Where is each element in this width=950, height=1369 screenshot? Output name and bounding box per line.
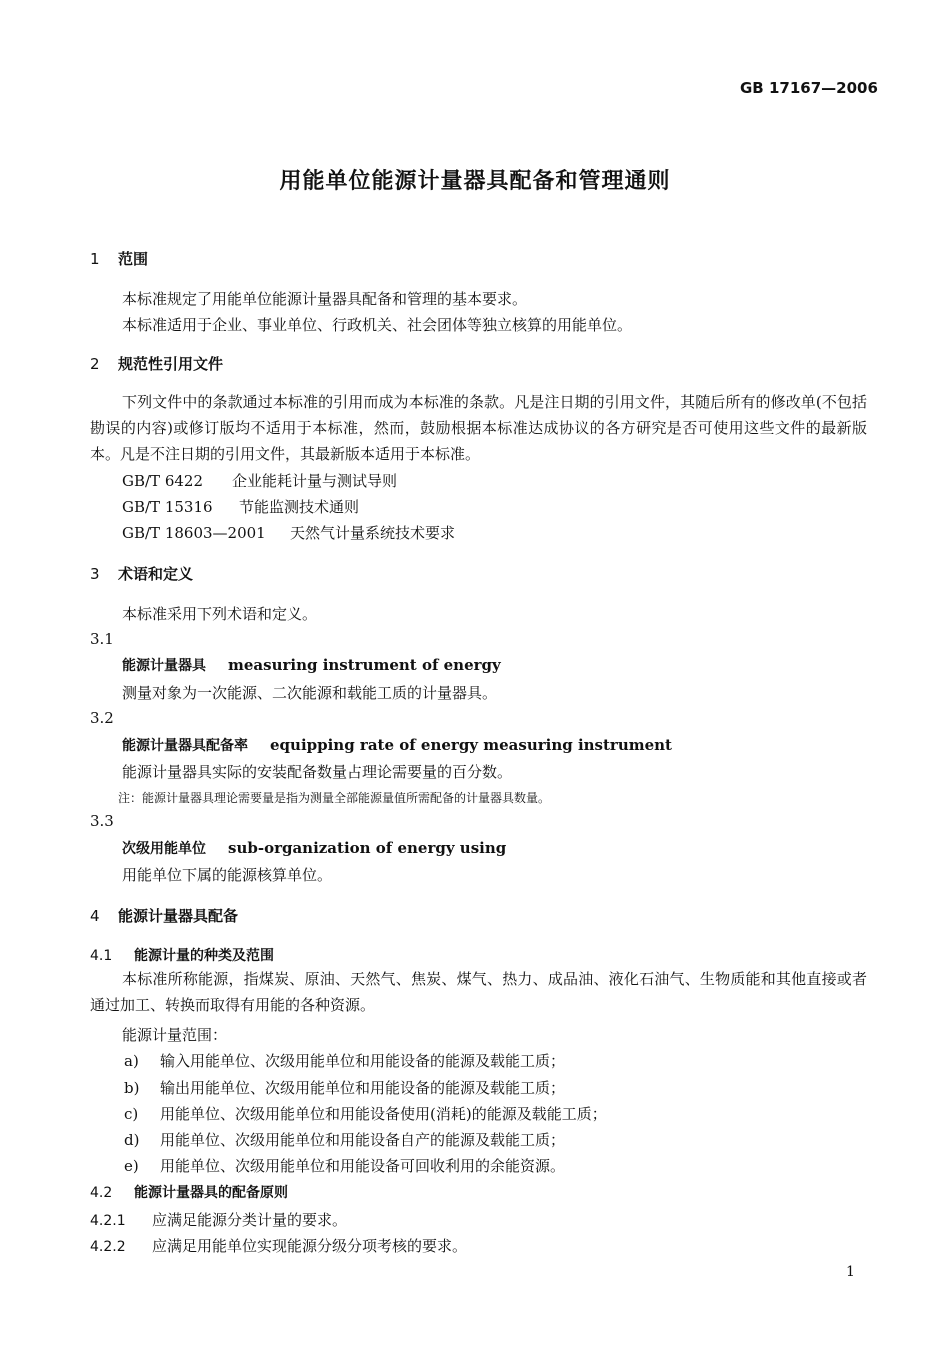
document-title: 用能单位能源计量器具配备和管理通则 [279, 169, 671, 194]
list-item-label: e) [124, 1157, 139, 1175]
section-number: 4 [90, 907, 100, 925]
term-cn: 能源计量器具配备率 [122, 738, 248, 754]
term-en: measuring instrument of energy [228, 656, 501, 674]
reference-code: GB/T 18603—2001 [122, 524, 266, 542]
section-3-heading [90, 563, 193, 584]
subsection-title: 能源计量器具的配备原则 [134, 1185, 288, 1201]
section-title: 能源计量器具配备 [118, 907, 239, 925]
standard-number: GB 17167—2006 [740, 79, 878, 97]
term-number: 3.1 [90, 630, 114, 648]
paragraph: 本标准规定了用能单位能源计量器具配备和管理的基本要求。 [122, 290, 528, 308]
reference-code: GB/T 15316 [122, 498, 213, 516]
term-entry [122, 655, 501, 675]
term-number: 3.3 [90, 812, 114, 830]
reference-item [122, 522, 455, 543]
subsection-4-1-heading [90, 945, 274, 965]
section-number: 3 [90, 565, 100, 583]
term-cn: 能源计量器具 [122, 658, 206, 674]
list-item-label: c) [124, 1105, 139, 1123]
section-1-heading [90, 248, 148, 269]
paragraph: 能源计量范围： [122, 1026, 228, 1044]
list-item-label: a) [124, 1052, 139, 1070]
list-item [124, 1129, 565, 1150]
reference-item [122, 470, 397, 491]
term-definition: 用能单位下属的能源核算单位。 [122, 866, 333, 884]
list-item-text: 用能单位、次级用能单位和用能设备可回收利用的余能资源。 [160, 1157, 566, 1175]
term-definition: 测量对象为一次能源、二次能源和载能工质的计量器具。 [122, 684, 498, 702]
subsection-number: 4.2 [90, 1185, 113, 1201]
section-title: 术语和定义 [118, 565, 194, 583]
term-definition: 能源计量器具实际的安装配备数量占理论需要量的百分数。 [122, 763, 513, 781]
term-cn: 次级用能单位 [122, 841, 206, 857]
section-number: 2 [90, 355, 100, 373]
section-title: 规范性引用文件 [118, 355, 224, 373]
reference-title: 天然气计量系统技术要求 [290, 524, 456, 542]
subsection-number: 4.1 [90, 948, 113, 964]
list-item-text: 输出用能单位、次级用能单位和用能设备的能源及载能工质； [160, 1079, 566, 1097]
paragraph: 本标准所称能源，指煤炭、原油、天然气、焦炭、煤气、热力、成品油、液化石油气、生物质能和其他直接或者通过加工、转换而取得有用能的各种资源。 [90, 970, 867, 1014]
paragraph: 本标准适用于企业、事业单位、行政机关、社会团体等独立核算的用能单位。 [122, 316, 633, 334]
clause-number: 4.2.2 [90, 1239, 126, 1255]
reference-code: GB/T 6422 [122, 472, 204, 490]
list-item-label: b) [124, 1079, 140, 1097]
list-item [124, 1077, 565, 1098]
term-number: 3.2 [90, 709, 114, 727]
list-item [124, 1155, 565, 1176]
list-item-text: 输入用能单位、次级用能单位和用能设备的能源及载能工质； [160, 1052, 566, 1070]
paragraph: 本标准采用下列术语和定义。 [122, 605, 318, 623]
list-item [124, 1050, 565, 1071]
section-number: 1 [90, 250, 100, 268]
list-item [124, 1103, 607, 1124]
term-en: equipping rate of energy measuring instrument [270, 736, 672, 754]
reference-item [122, 496, 359, 517]
reference-title: 企业能耗计量与测试导则 [232, 472, 398, 490]
clause-text: 应满足用能单位实现能源分级分项考核的要求。 [152, 1237, 468, 1255]
term-entry [122, 838, 506, 858]
section-2-heading [90, 353, 223, 374]
clause-number: 4.2.1 [90, 1213, 126, 1229]
subsection-title: 能源计量的种类及范围 [134, 948, 274, 964]
page-number: 1 [846, 1264, 855, 1280]
subsection-4-2-heading [90, 1182, 288, 1202]
section-4-heading [90, 905, 238, 926]
clause-4-2-2 [90, 1235, 467, 1256]
reference-title: 节能监测技术通则 [239, 498, 360, 516]
list-item-text: 用能单位、次级用能单位和用能设备自产的能源及载能工质； [160, 1131, 566, 1149]
clause-4-2-1 [90, 1209, 347, 1230]
clause-text: 应满足能源分类计量的要求。 [152, 1211, 348, 1229]
paragraph: 下列文件中的条款通过本标准的引用而成为本标准的条款。凡是注日期的引用文件，其随后所有的修改单(不包括勘误的内容)或修订版均不适用于本标准，然而，鼓励根据本标准达成协议的各方研究是否可使用这些文件的最新版本。凡是不注日期的引用文件，其最新版本适用于本标准。 [90, 393, 867, 463]
list-item-label: d) [124, 1131, 140, 1149]
section-title: 范围 [118, 250, 149, 268]
term-en: sub-organization of energy using [228, 839, 507, 857]
term-entry [122, 735, 672, 755]
term-note: 注：能源计量器具理论需要量是指为测量全部能源量值所需配备的计量器具数量。 [118, 791, 551, 805]
list-item-text: 用能单位、次级用能单位和用能设备使用(消耗)的能源及载能工质； [160, 1105, 607, 1123]
